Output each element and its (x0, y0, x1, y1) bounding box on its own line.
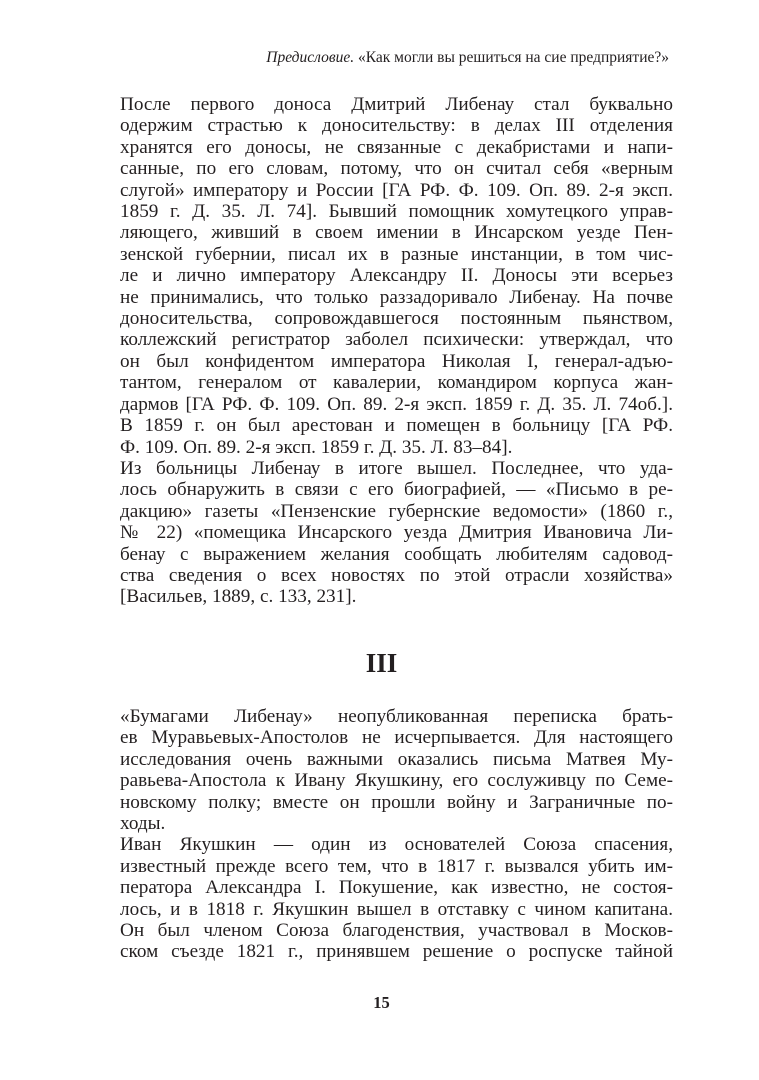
text-line: ства сведения о всех новостях по этой отрасли хозяйства» (120, 564, 673, 586)
text-line: лось, и в 1818 г. Якушкин вышел в отставку с чином капитана. (120, 898, 673, 920)
text-line: После первого доноса Дмитрий Либенау стал буквально (120, 94, 673, 115)
paragraph (90, 834, 673, 962)
text-line: тантом, генералом от кавалерии, командиром корпуса жан- (120, 372, 673, 394)
text-line: известный прежде всего тем, что в 1817 г. вызвался убить им- (120, 855, 673, 877)
text-line: исследования очень важными оказались письма Матвея Му- (120, 748, 673, 770)
text-line: Ф. 109. Оп. 89. 2-я эксп. 1859 г. Д. 35. Л. 83–84]. (120, 436, 513, 458)
text-line: дармов [ГА РФ. Ф. 109. Оп. 89. 2-я эксп. 1859 г. Д. 35. Л. 74об.]. (120, 393, 673, 415)
text-line: 1859 г. Д. 35. Л. 74]. Бывший помощник хомутецкого управ- (120, 201, 673, 223)
paragraph (90, 458, 673, 608)
text-line: № 22) «помещика Инсарского уезда Дмитрия Ивановича Ли- (120, 522, 673, 544)
text-line: равьева-Апостола к Ивану Якушкину, его сослуживцу по Семе- (120, 770, 673, 792)
running-header-section: Предисловие. (266, 49, 355, 66)
text-line: лось обнаружить в связи с его биографией, — «Письмо в ре- (120, 479, 673, 501)
text-line: ходы. (120, 813, 166, 835)
text-line: доносительства, сопровождавшегося постоянным пьянством, (120, 308, 673, 330)
paragraph (90, 706, 673, 834)
text-line: В 1859 г. он был арестован и помещен в больницу [ГА РФ. (120, 415, 673, 437)
text-line: дакцию» газеты «Пензенские губернские ведомости» (1860 г., (120, 500, 673, 522)
text-line: ев Муравьевых-Апостолов не исчерпывается. Для настоящего (120, 727, 673, 749)
text-line: не принимались, что только раззадоривало Либенау. На почве (120, 286, 673, 308)
text-line: хранятся его доносы, не связанные с декабристами и напи- (120, 136, 673, 158)
text-line: «Бумагами Либенау» неопубликованная переписка брать- (120, 706, 673, 727)
text-line: новскому полку; вместе он прошли войну и Заграничные по- (120, 791, 673, 813)
body-text-top (90, 94, 673, 608)
text-line: Из больницы Либенау в итоге вышел. Последнее, что уда- (120, 457, 673, 479)
text-line: ператора Александра I. Покушение, как известно, не состоя- (120, 877, 673, 899)
text-line: Иван Якушкин — один из основателей Союза спасения, (120, 834, 673, 856)
running-header-title: «Как могли вы решиться на сие предприятие?» (357, 49, 669, 66)
body-text-bottom (90, 706, 673, 963)
chapter-heading: III (365, 648, 398, 678)
text-line: он был конфидентом императора Николая I, генерал-адъю- (120, 350, 673, 372)
text-line: зенской губернии, писал их в разные инстанции, в том чис- (120, 243, 673, 265)
text-line: бенау с выражением желания сообщать любителям садовод- (120, 543, 673, 565)
text-line: ле и лично императору Александру II. Доносы эти всерьез (120, 265, 673, 287)
page-number: 15 (373, 993, 390, 1012)
paragraph (90, 94, 673, 458)
text-line: Он был членом Союза благоденствия, участвовал в Москов- (120, 920, 673, 942)
text-line: коллежский регистратор заболел психически: утверждал, что (120, 329, 673, 351)
text-line: ском съезде 1821 г., принявшем решение о роспуске тайной (120, 941, 673, 963)
text-line: одержим страстью к доносительству: в делах III отделения (120, 115, 673, 137)
text-line: слугой» императору и России [ГА РФ. Ф. 109. Оп. 89. 2-я эксп. (120, 179, 673, 201)
text-line: ляющего, живший в своем имении в Инсарском уезде Пен- (120, 222, 673, 244)
text-line: [Васильев, 1889, с. 133, 231]. (120, 586, 357, 608)
text-line: санные, по его словам, потому, что он считал себя «верным (120, 158, 673, 180)
running-header (90, 48, 669, 68)
